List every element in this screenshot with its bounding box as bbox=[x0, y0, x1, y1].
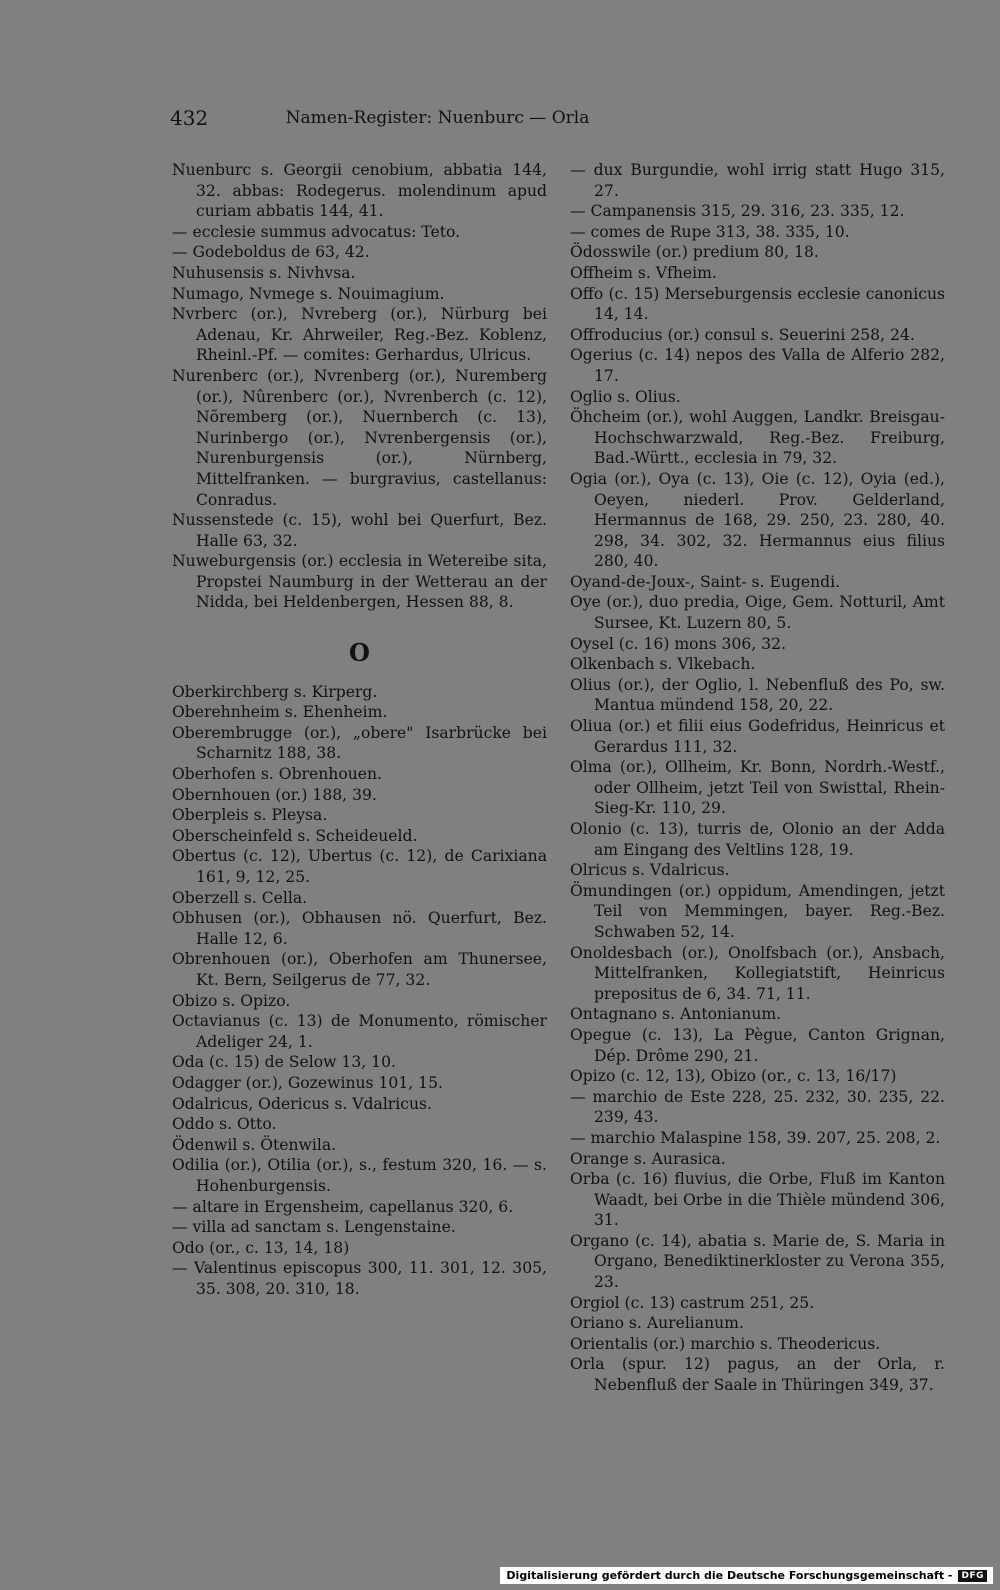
index-entry: — comes de Rupe 313, 38. 335, 10. bbox=[570, 222, 850, 241]
index-entry: Obhusen (or.), Obhausen nö. Querfurt, Bez. Halle 12, 6. bbox=[172, 909, 547, 948]
index-entry: Onoldesbach (or.), Onolfsbach (or.), Ansbach, Mittelfranken, Kollegiatstift, Heinricus prepositus de 6, 34. 71, 11. bbox=[570, 943, 945, 1003]
index-entry: Nuhusensis s. Nivhvsa. bbox=[172, 263, 356, 282]
running-head: Namen-Register: Nuenburc — Orla bbox=[285, 108, 590, 128]
index-entry: Olkenbach s. Vlkebach. bbox=[570, 655, 756, 674]
right-column bbox=[570, 160, 945, 1396]
index-entry: Oliua (or.) et filii eius Godefridus, Heinricus et Gerardus 111, 32. bbox=[570, 717, 945, 756]
index-entry: Odalricus, Odericus s. Vdalricus. bbox=[172, 1094, 432, 1113]
index-entry: Oberehnheim s. Ehenheim. bbox=[172, 703, 388, 722]
index-entry: — Campanensis 315, 29. 316, 23. 335, 12. bbox=[570, 202, 905, 221]
index-entry: Ontagnano s. Antonianum. bbox=[570, 1005, 782, 1024]
index-entry: Oberscheinfeld s. Scheideueld. bbox=[172, 826, 418, 845]
index-entry: Offheim s. Vfheim. bbox=[570, 263, 717, 282]
index-entry: Oberembrugge (or.), „obere" Isarbrücke bei Scharnitz 188, 38. bbox=[172, 723, 547, 763]
index-entry: Oysel (c. 16) mons 306, 32. bbox=[570, 634, 787, 653]
index-entry: Organo (c. 14), abatia s. Marie de, S. Maria in Organo, Benediktinerkloster zu Verona 355, 23. bbox=[570, 1231, 945, 1292]
index-entry: Oyand-de-Joux-, Saint- s. Eugendi. bbox=[570, 572, 841, 591]
index-entry: Odagger (or.), Gozewinus 101, 15. bbox=[172, 1073, 443, 1092]
index-entry: — altare in Ergensheim, capellanus 320, 6. bbox=[172, 1197, 514, 1216]
index-entry: Offroducius (or.) consul s. Seuerini 258, 24. bbox=[570, 325, 915, 344]
index-entry: Offo (c. 15) Merseburgensis ecclesie canonicus 14, 14. bbox=[570, 284, 945, 324]
index-entry: Orba (c. 16) fluvius, die Orbe, Fluß im Kanton Waadt, bei Orbe in die Thièle mündend 306, 31. bbox=[570, 1170, 945, 1230]
index-entry: Oye (or.), duo predia, Oige, Gem. Notturil, Amt Sursee, Kt. Luzern 80, 5. bbox=[570, 593, 945, 633]
index-entry: Orla (spur. 12) pagus, an der Orla, r. Nebenfluß der Saale in Thüringen 349, 37. bbox=[570, 1355, 945, 1395]
index-entry: Oberhofen s. Obrenhouen. bbox=[172, 765, 382, 784]
index-entry: Obernhouen (or.) 188, 39. bbox=[172, 785, 377, 804]
index-entry: Orange s. Aurasica. bbox=[570, 1149, 726, 1168]
index-entry: Oberpleis s. Pleysa. bbox=[172, 806, 328, 825]
index-entry: Ömundingen (or.) oppidum, Amendingen, jetzt Teil von Memmingen, bayer. Reg.-Bez. Schwaben 52, 14. bbox=[570, 881, 945, 941]
index-entry: Orgiol (c. 13) castrum 251, 25. bbox=[570, 1293, 815, 1312]
index-entry: Obertus (c. 12), Ubertus (c. 12), de Carixiana 161, 9, 12, 25. bbox=[172, 847, 547, 886]
footer-credit bbox=[500, 1567, 993, 1584]
index-entry: Odo (or., c. 13, 14, 18) bbox=[172, 1238, 350, 1257]
index-entry: Olricus s. Vdalricus. bbox=[570, 861, 730, 880]
index-entry: Obrenhouen (or.), Oberhofen am Thunersee, Kt. Bern, Seilgerus de 77, 32. bbox=[172, 950, 547, 989]
index-entry: Ogia (or.), Oya (c. 13), Oie (c. 12), Oyia (ed.), Oeyen, niederl. Prov. Gelderland, Hermannus de 168, 29. 250, 23. 280, 40. 298, 34. 302, 32. Hermannus eius filius 280, 40. bbox=[570, 469, 945, 571]
index-entry: Oriano s. Aurelianum. bbox=[570, 1314, 744, 1333]
page-number: 432 bbox=[170, 106, 209, 130]
index-entry: Olonio (c. 13), turris de, Olonio an der Adda am Eingang des Veltlins 128, 19. bbox=[570, 820, 945, 859]
index-entry: Obizo s. Opizo. bbox=[172, 991, 291, 1010]
footer-text: Digitalisierung gefördert durch die Deutsche Forschungsgemeinschaft - bbox=[506, 1569, 953, 1582]
index-entry: — Valentinus episcopus 300, 11. 301, 12. 305, 35. 308, 20. 310, 18. bbox=[172, 1259, 547, 1298]
index-entry: Octavianus (c. 13) de Monumento, römischer Adeliger 24, 1. bbox=[172, 1012, 547, 1051]
dfg-logo-icon: DFG bbox=[958, 1570, 987, 1582]
index-entry: — marchio Malaspine 158, 39. 207, 25. 208, 2. bbox=[570, 1128, 941, 1147]
index-entry: Oberkirchberg s. Kirperg. bbox=[172, 682, 378, 701]
index-entry: Nussenstede (c. 15), wohl bei Querfurt, Bez. Halle 63, 32. bbox=[172, 511, 547, 550]
index-entry: Orientalis (or.) marchio s. Theodericus. bbox=[570, 1334, 881, 1353]
section-letter: O bbox=[349, 638, 370, 668]
index-entry: Ödosswile (or.) predium 80, 18. bbox=[570, 243, 819, 262]
index-entry: Nurenberc (or.), Nvrenberg (or.), Nuremberg (or.), Nûrenberc (or.), Nvrenberch (c. 12), Nõremberg (or.), Nuernberch (c. 13), Nurinbergo (or.), Nvrenbergensis (or.), Nurenburgensis (or.), Nürnberg, Mittelfranken. — burgravius, castellanus: Conradus. bbox=[172, 366, 547, 509]
index-entry: Olius (or.), der Oglio, l. Nebenfluß des Po, sw. Mantua mündend 158, 20, 22. bbox=[570, 675, 945, 715]
index-entry: Öhcheim (or.), wohl Auggen, Landkr. Breisgau-Hochschwarzwald, Reg.-Bez. Freiburg, Bad.-Württ., ecclesia in 79, 32. bbox=[570, 408, 945, 468]
index-entry: Ödenwil s. Ötenwila. bbox=[172, 1135, 337, 1154]
index-entry: — dux Burgundie, wohl irrig statt Hugo 315, 27. bbox=[570, 161, 945, 200]
index-entry: Oglio s. Olius. bbox=[570, 387, 681, 406]
index-entry: Ogerius (c. 14) nepos des Valla de Alferio 282, 17. bbox=[570, 346, 945, 385]
index-entry: — marchio de Este 228, 25. 232, 30. 235, 22. 239, 43. bbox=[570, 1087, 945, 1127]
index-entry: Nuweburgensis (or.) ecclesia in Wetereibe sita, Propstei Naumburg in der Wetterau an der Nidda, bei Heldenbergen, Hessen 88, 8. bbox=[172, 552, 547, 612]
index-entry: Olma (or.), Ollheim, Kr. Bonn, Nordrh.-Westf., oder Ollheim, jetzt Teil von Swisttal, Rhein-Sieg-Kr. 110, 29. bbox=[570, 758, 945, 818]
index-entry: Numago, Nvmege s. Nouimagium. bbox=[172, 284, 445, 303]
index-entry: Oddo s. Otto. bbox=[172, 1115, 277, 1134]
index-entry: Nuenburc s. Georgii cenobium, abbatia 144, 32. abbas: Rodegerus. molendinum apud curiam abbatis 144, 41. bbox=[172, 161, 547, 221]
index-entry: Nvrberc (or.), Nvreberg (or.), Nürburg bei Adenau, Kr. Ahrweiler, Reg.-Bez. Koblenz, Rheinl.-Pf. — comites: Gerhardus, Ulricus. bbox=[172, 305, 547, 365]
index-entry: — villa ad sanctam s. Lengenstaine. bbox=[172, 1218, 456, 1237]
index-entry: Oda (c. 15) de Selow 13, 10. bbox=[172, 1053, 396, 1072]
index-entry: Opegue (c. 13), La Pègue, Canton Grignan, Dép. Drôme 290, 21. bbox=[570, 1025, 945, 1065]
left-column bbox=[172, 160, 547, 1299]
index-entry: Odilia (or.), Otilia (or.), s., festum 320, 16. — s. Hohenburgensis. bbox=[172, 1156, 547, 1195]
index-entry: Oberzell s. Cella. bbox=[172, 888, 308, 907]
index-entry: — Godeboldus de 63, 42. bbox=[172, 243, 370, 262]
index-entry: Opizo (c. 12, 13), Obizo (or., c. 13, 16/17) bbox=[570, 1067, 897, 1086]
index-entry: — ecclesie summus advocatus: Teto. bbox=[172, 222, 461, 241]
